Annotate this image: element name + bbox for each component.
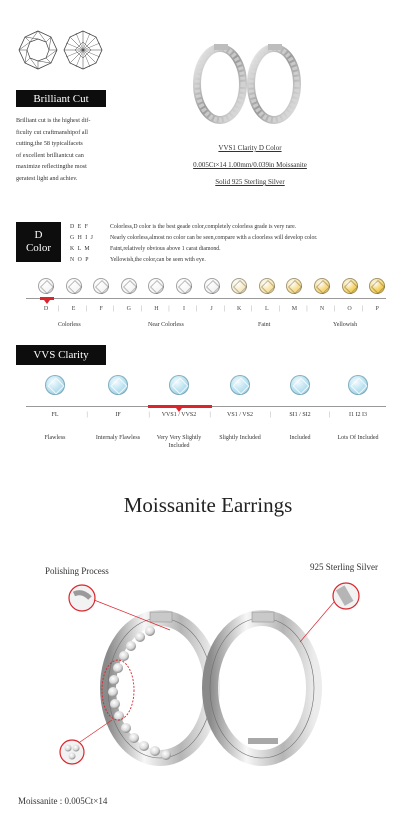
clarity-grade-description: Very Very Slightly Included — [156, 435, 202, 449]
clarity-grade-description: Included — [289, 435, 311, 441]
callout-polishing: Polishing Process — [45, 566, 109, 576]
brilliant-cut-banner: Brilliant Cut — [16, 90, 106, 107]
color-gem-icon — [93, 278, 109, 294]
grade-separator: | — [148, 412, 150, 418]
color-gem-icon — [38, 278, 54, 294]
color-grade-letter: H — [154, 306, 159, 312]
clarity-gem-icon — [108, 375, 128, 395]
spec-clarity-color: VVS1 Clarity D Color — [218, 144, 282, 152]
product-photo-earrings — [188, 30, 308, 130]
grade-separator: | — [196, 306, 198, 312]
color-gem-icon — [259, 278, 275, 294]
grade-separator: | — [140, 306, 142, 312]
grade-text: Nearly colorless,almost no color can be seen,compare with a cloorless will develop color. — [110, 235, 318, 241]
description-line: geratest light and achiev. — [16, 174, 78, 182]
color-scale-line — [26, 298, 386, 299]
color-marker-arrow-icon — [44, 300, 50, 304]
grade-separator: | — [85, 306, 87, 312]
color-grade-letters — [0, 306, 416, 318]
color-grade-letter: L — [264, 306, 269, 312]
color-grade-table — [70, 222, 410, 266]
clarity-grade-description: Internaly Flawless — [95, 435, 141, 441]
clarity-grade-description: Flawless — [44, 435, 66, 441]
grade-separator: | — [209, 412, 211, 418]
color-grade-row — [70, 233, 410, 244]
clarity-grade-label: I1 I2 I3 — [349, 412, 367, 418]
color-gem-icon — [204, 278, 220, 294]
grade-separator: | — [251, 306, 253, 312]
clarity-gem-row — [0, 375, 416, 399]
clarity-gem-icon — [169, 375, 189, 395]
spec-carat-size: 0.005Ct×14 1.00mm/0.039in Moissanite — [193, 161, 307, 169]
group-label-near-colorless: Near Colorless — [148, 322, 184, 328]
group-label-yellowish: Yellowish — [333, 322, 358, 328]
diamond-pavilion-view-icon — [63, 30, 103, 70]
vvs-clarity-banner: VVS Clarity — [16, 345, 106, 365]
clarity-grade-description: Slightly Included — [219, 435, 261, 441]
color-grade-row — [70, 222, 410, 233]
d-color-banner — [16, 222, 61, 262]
clarity-gem-icon — [348, 375, 368, 395]
grade-text: Colorless,D color is the best geade color,completely colorless grade is very rare. — [110, 224, 297, 230]
clarity-grade-label: VS1 / VS2 — [227, 412, 253, 418]
clarity-grade-labels — [0, 412, 416, 424]
banner-line: Color — [25, 242, 52, 254]
color-gem-icon — [231, 278, 247, 294]
description-line: maximize reflectingthe most — [16, 163, 87, 170]
grade-separator: | — [270, 412, 272, 418]
brilliant-cut-description — [16, 115, 136, 184]
description-line: of excellent brilliantcut can — [16, 151, 84, 159]
color-grade-letter: F — [99, 306, 103, 312]
group-label-colorless: Colorless — [58, 322, 81, 328]
color-gem-icon — [176, 278, 192, 294]
color-grade-letter: N — [319, 306, 325, 312]
grade-text: Yellowish,the color,can be seen with eye. — [110, 257, 206, 263]
color-gem-icon — [369, 278, 385, 294]
color-grade-letter: I — [183, 306, 185, 312]
group-label-faint: Faint — [258, 322, 271, 328]
clarity-grade-label: IF — [115, 412, 121, 418]
color-grade-letter: O — [347, 306, 352, 312]
clarity-gem-icon — [45, 375, 65, 395]
grade-codes: K L M — [70, 246, 91, 252]
grade-text: Faint,relatively obvious above 1 carat diamond. — [110, 246, 221, 252]
color-grade-letter: M — [291, 306, 298, 312]
clarity-grade-description: Lots Of Included — [337, 435, 379, 441]
brilliant-cut-diagram-bottom — [63, 30, 103, 70]
banner-line: D — [34, 229, 43, 241]
color-grade-letter: G — [126, 306, 131, 312]
color-gem-icon — [121, 278, 137, 294]
page-title: Moissanite Earrings — [123, 493, 293, 517]
clarity-grade-label: VVS1 / VVS2 — [161, 412, 197, 418]
color-gem-icon — [314, 278, 330, 294]
grade-separator: | — [168, 306, 170, 312]
clarity-gem-icon — [290, 375, 310, 395]
spec-material: Solid 925 Sterling Silver — [215, 178, 285, 186]
color-grade-letter: P — [375, 306, 379, 312]
color-grade-letter: D — [43, 306, 49, 312]
grade-separator: | — [334, 306, 336, 312]
color-gem-icon — [148, 278, 164, 294]
grade-separator: | — [223, 306, 225, 312]
description-line: cutting,the 58 typicalfacets — [16, 140, 83, 147]
color-gem-icon — [66, 278, 82, 294]
description-line: ficulty cut craftmanshipof all — [16, 128, 88, 136]
color-group-labels — [0, 322, 416, 334]
color-grade-row — [70, 255, 410, 266]
description-line: Brilliant cut is the highest dif- — [16, 117, 91, 124]
grade-separator: | — [58, 306, 60, 312]
clarity-grade-descriptions — [0, 434, 416, 458]
clarity-grade-label: FL — [51, 412, 59, 418]
diamond-top-view-icon — [18, 30, 58, 70]
earrings-detail-illustration — [0, 560, 416, 800]
grade-separator: | — [278, 306, 280, 312]
grade-separator: | — [329, 412, 331, 418]
grade-codes: G H I J — [70, 235, 94, 241]
color-grade-letter: K — [237, 306, 242, 312]
grade-separator: | — [361, 306, 363, 312]
grade-separator: | — [86, 412, 88, 418]
grade-codes: D E F — [70, 224, 89, 230]
clarity-gem-icon — [230, 375, 250, 395]
brilliant-cut-diagram-top — [18, 30, 58, 70]
color-gem-icon — [286, 278, 302, 294]
callout-moissanite: Moissanite : 0.005Ct×14 — [18, 796, 108, 806]
grade-separator: | — [113, 306, 115, 312]
color-grade-row — [70, 244, 410, 255]
callout-silver: 925 Sterling Silver — [310, 562, 378, 572]
product-specs — [160, 140, 340, 191]
color-grade-letter: E — [71, 306, 76, 312]
grade-codes: N O P — [70, 257, 90, 263]
color-gem-row — [0, 278, 416, 298]
color-grade-letter: J — [210, 306, 213, 312]
color-gem-icon — [342, 278, 358, 294]
grade-separator: | — [306, 306, 308, 312]
clarity-grade-label: SI1 / SI2 — [289, 412, 311, 418]
